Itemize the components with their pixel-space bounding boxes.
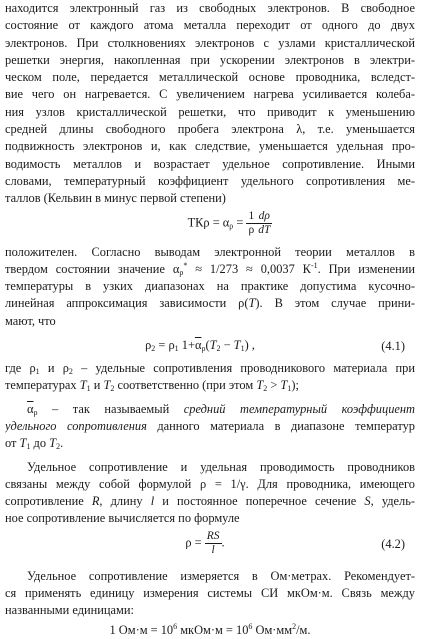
text-segment: > bbox=[267, 378, 281, 393]
formula-dot: . bbox=[221, 535, 225, 550]
fraction-denominator: dT bbox=[258, 223, 271, 236]
text-segment: где ρ bbox=[5, 361, 36, 376]
fraction-numerator: dρ bbox=[256, 210, 272, 224]
subscript: 2 bbox=[151, 344, 156, 354]
text-line: водимость металлов и возрастает удельное сопротивление. Иными bbox=[5, 156, 415, 171]
formula-alpha-bar: $\overline{\alpha}$ bbox=[194, 338, 202, 353]
text-segment: – так называемый bbox=[37, 401, 184, 416]
text-segment: и bbox=[90, 378, 104, 393]
subscript: 1 bbox=[26, 442, 31, 452]
text-segment: соответственно (при этом bbox=[114, 378, 257, 393]
text-segment: температурах bbox=[5, 378, 80, 393]
text-line: мают, что bbox=[5, 313, 56, 328]
text-line: электронов. При столкновениях электронов с узлами кристаллической bbox=[5, 35, 415, 50]
text-segment: данного материала в диапазоне температур bbox=[146, 418, 415, 433]
text-line: подвижность электронов и, как следствие, уменьшается удельная про- bbox=[5, 139, 415, 154]
text-line bbox=[5, 401, 415, 418]
formula-lhs: ТКρ = α bbox=[187, 214, 230, 229]
equation-number: (4.1) bbox=[381, 339, 405, 354]
italic-term: средний температурный коэффициент bbox=[183, 401, 415, 416]
variable-t2: T bbox=[209, 338, 217, 353]
text-segment: до bbox=[30, 436, 50, 451]
formula-body: 1+ bbox=[178, 338, 195, 353]
text-line bbox=[5, 493, 415, 510]
formula-lhs-sub: ρ bbox=[229, 220, 234, 230]
text-line: словами, температурный коэффициент удельного сопротивления ме- bbox=[5, 173, 415, 188]
text-line: находится электронный газ из свободных электронов. В свободное bbox=[5, 1, 415, 15]
text-line bbox=[5, 418, 415, 435]
text-line: связаны между собой формулой ρ = 1/γ. Для проводника, имеющего bbox=[5, 476, 415, 491]
subscript: 1 bbox=[174, 344, 179, 354]
formula-temperature-coefficient bbox=[5, 208, 415, 244]
subscript: 1 bbox=[86, 384, 91, 394]
text-segment: . При изменении bbox=[317, 261, 415, 276]
subscript: ρ bbox=[179, 267, 184, 277]
text-segment: линейная аппроксимация зависимости ρ( bbox=[5, 296, 249, 311]
superscript: 6 bbox=[248, 621, 253, 631]
variable-t1: T bbox=[19, 436, 27, 451]
text-line: состояние от каждого атома металла переходит от одного до двух bbox=[5, 18, 415, 33]
text-line: вие чего он нагревается. С увеличением нагрева усиливается колеба- bbox=[5, 87, 415, 102]
text-line bbox=[5, 435, 415, 452]
text-segment: . bbox=[60, 436, 64, 451]
text-segment: от bbox=[5, 436, 20, 451]
text-segment: ). В этом случае прини- bbox=[255, 296, 415, 311]
variable-r: R bbox=[91, 494, 100, 509]
superscript: -1 bbox=[310, 260, 318, 270]
formula-unit-conversion bbox=[5, 622, 415, 639]
superscript: 6 bbox=[173, 621, 178, 631]
formula-minus: − bbox=[220, 338, 234, 353]
text-segment: и постоянное поперечное сечение bbox=[154, 494, 365, 509]
paragraph-units bbox=[5, 568, 415, 620]
formula-eq: = bbox=[233, 214, 247, 229]
subscript: 2 bbox=[56, 442, 61, 452]
text-segment: и ρ bbox=[39, 361, 69, 376]
paragraph-electron-gas bbox=[5, 0, 415, 208]
variable-l: l bbox=[150, 494, 155, 509]
fraction-one-over-rho bbox=[246, 210, 256, 237]
text-segment: Ом·мм bbox=[252, 622, 293, 637]
formula-alpha-bar: $\overline{\alpha}$ bbox=[27, 401, 34, 416]
subscript: 1 bbox=[240, 344, 245, 354]
subscript: 2 bbox=[216, 344, 221, 354]
paragraph-where-rho bbox=[5, 360, 415, 395]
text-line: ческом поле, передается металлической основе проводника, вследст- bbox=[5, 70, 415, 85]
fraction-numerator: 1 bbox=[248, 209, 255, 222]
text-segment: /м. bbox=[296, 622, 311, 637]
variable-t1: T bbox=[79, 378, 87, 393]
formula-eq: = ρ bbox=[155, 338, 175, 353]
superscript: * bbox=[183, 260, 188, 270]
fraction-denominator: l bbox=[211, 543, 215, 556]
variable-s: S bbox=[364, 494, 371, 509]
subscript: 2 bbox=[68, 367, 73, 377]
text-line bbox=[5, 261, 415, 278]
variable-t1: T bbox=[233, 338, 241, 353]
variable-t1: T bbox=[280, 378, 288, 393]
fraction-derivative bbox=[256, 210, 272, 237]
text-line: средней длины свободного пробега электрона λ, т.е. уменьшается bbox=[5, 122, 415, 137]
subscript: 2 bbox=[110, 384, 115, 394]
variable-t2: T bbox=[103, 378, 111, 393]
fraction-rs-over-l bbox=[205, 530, 222, 557]
subscript: ρ bbox=[201, 344, 206, 354]
text-line: положителен. Согласно выводам электронной теории металлов в bbox=[5, 244, 415, 259]
equation-number: (4.2) bbox=[381, 536, 405, 551]
text-line: ся применять единицу измерения системы СИ мкОм·м. Связь между bbox=[5, 586, 415, 601]
text-segment: – удельные сопротивления проводникового материала при bbox=[72, 361, 415, 376]
text-segment: сопротивление bbox=[5, 494, 92, 509]
text-line bbox=[5, 360, 415, 377]
variable-t2: T bbox=[49, 436, 57, 451]
text-segment: мкОм·м = 10 bbox=[177, 622, 249, 637]
formula-body: ) , bbox=[244, 338, 255, 353]
formula-lhs: ρ = bbox=[185, 535, 205, 550]
text-line: температуры в узких диапазонах на практике допустима кусочно- bbox=[5, 279, 415, 294]
text-segment: ≈ 1/273 ≈ 0,0037 К bbox=[187, 261, 311, 276]
text-line: Удельное сопротивление измеряется в Ом·метрах. Рекомендует- bbox=[27, 568, 415, 583]
subscript: 2 bbox=[263, 384, 268, 394]
paragraph-average-coefficient bbox=[5, 401, 415, 453]
text-line: ния узлов кристаллической решетки, что приводит к уменьшению bbox=[5, 104, 415, 119]
text-line: решетки энергия, накопленная при ускорении электронов в электри- bbox=[5, 52, 415, 67]
text-segment: , длину bbox=[99, 494, 151, 509]
text-line: таллов (Кельвин в минус первой степени) bbox=[5, 191, 226, 206]
formula-rho: ρ bbox=[145, 338, 152, 353]
subscript: 1 bbox=[35, 367, 40, 377]
variable-t: T bbox=[248, 296, 256, 311]
paragraph-resistivity-conductivity bbox=[5, 459, 415, 528]
subscript: ρ bbox=[33, 407, 38, 417]
variable-t2: T bbox=[256, 378, 264, 393]
text-segment: твердом состоянии значение α bbox=[5, 261, 180, 276]
formula-4-1 bbox=[5, 330, 415, 360]
text-line: ное сопротивление вычисляется по формуле bbox=[5, 511, 240, 526]
italic-term: удельного сопротивления bbox=[5, 418, 147, 433]
text-line bbox=[5, 295, 415, 312]
text-segment: , удель- bbox=[370, 494, 415, 509]
text-segment: ); bbox=[291, 378, 299, 393]
text-line bbox=[5, 377, 415, 394]
text-line: Удельное сопротивление и удельная проводимость проводников bbox=[27, 459, 415, 474]
fraction-denominator: ρ bbox=[248, 223, 255, 236]
subscript: 1 bbox=[287, 384, 292, 394]
formula-4-2 bbox=[5, 528, 415, 564]
fraction-numerator: RS bbox=[206, 529, 220, 542]
formula-body: ( bbox=[205, 338, 210, 353]
text-line: названными единицами: bbox=[5, 603, 134, 618]
text-segment: 1 Ом·м = 10 bbox=[109, 622, 174, 637]
paragraph-electron-theory bbox=[5, 244, 415, 330]
superscript: 2 bbox=[292, 621, 297, 631]
